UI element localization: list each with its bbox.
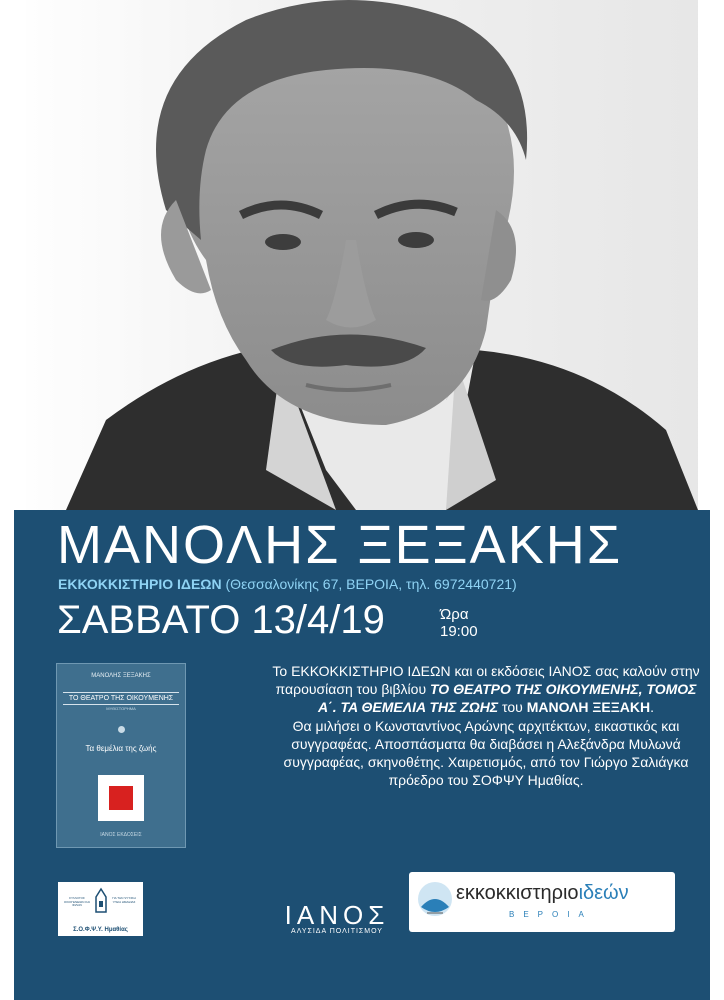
photo-margin-left <box>0 0 26 510</box>
book-cover-author: ΜΑΝΟΛΗΣ ΞΕΞΑΚΗΣ <box>91 673 151 679</box>
sofpsy-text-right: ΓΙΑ ΤΗΝ ΨΥΧΙΚΗ ΥΓΕΙΑ ΗΜΑΘΙΑΣ <box>112 896 136 904</box>
invitation-text <box>271 662 701 789</box>
invitation-period: . <box>650 699 655 716</box>
ianos-name: ΙΑΝΟΣ <box>284 900 390 930</box>
event-info-panel <box>14 510 710 1000</box>
author-name: ΜΑΝΟΛΗ ΞΕΞΑΚΗ <box>526 699 651 716</box>
ekkokkistirio-word-a: εκκοκκιστηριο <box>456 882 579 904</box>
sofpsy-logo <box>58 882 143 936</box>
ekkokkistirio-wordmark <box>456 882 629 905</box>
photo-margin-right <box>698 0 724 510</box>
event-time-block <box>440 606 478 640</box>
author-name-headline: ΜΑΝΟΛΗΣ ΞΕΞΑΚΗΣ <box>57 515 623 575</box>
house-icon <box>95 887 107 913</box>
book-cover-subtitle: Τα θεμέλια της ζωής <box>85 744 157 753</box>
time-label: Ώρα <box>440 606 469 623</box>
sofpsy-text-left: ΣΥΛΛΟΓΟΣ ΟΙΚΟΓΕΝΕΙΩΝ ΚΑΙ ΦΙΛΩΝ <box>63 896 91 907</box>
venue-address: (Θεσσαλονίκης 67, ΒΕΡΟΙΑ, τηλ. 6972440721) <box>225 576 517 592</box>
venue-line <box>58 576 517 592</box>
book-title: ΤΟ ΘΕΑΤΡΟ ΤΗΣ ΟΙΚΟΥΜΕΝΗΣ, ΤΟΜΟΣ Α΄. ΤΑ ΘΕΜΕΛΙΑ ΤΗΣ ΖΩΗΣ <box>317 681 697 716</box>
ekkokkistirio-logo <box>409 872 675 932</box>
book-cover-ornament <box>118 726 125 733</box>
book-cover-series: ΜΥΘΙΣΤΟΡΗΜΑ <box>106 706 136 711</box>
ekkokkistirio-word-b: ιδεών <box>578 882 629 904</box>
book-cover-title: ΤΟ ΘΕΑΤΡΟ ΤΗΣ ΟΙΚΟΥΜΕΝΗΣ <box>63 692 179 705</box>
ianos-tagline: ΑΛΥΣΙΔΑ ΠΟΛΙΤΙΣΜΟΥ <box>291 928 383 935</box>
ekkokkistirio-city: ΒΕΡΟΙΑ <box>509 910 593 919</box>
speakers-text: Θα μιλήσει ο Κωνσταντίνος Αρώνης αρχιτέκτων, εικαστικός και συγγραφέας. Αποσπάσματα θα διαβάσει η Αλεξάνδρα Μυλωνά συγγραφέας, σκηνοθέτης. Χαιρετισμός, από τον Γιώργο Σαλιάγκα πρόεδρο του ΣΟΦΨΥ Ημαθίας. <box>283 717 689 789</box>
invitation-intro: Το ΕΚΚΟΚΚΙΣΤΗΡΙΟ ΙΔΕΩΝ και οι εκδόσεις ΙΑΝΟΣ σας καλούν στην παρουσίαση του βιβλίου <box>272 663 700 698</box>
book-cover-red-square <box>98 775 144 821</box>
globe-icon <box>415 877 455 927</box>
ianos-logo <box>276 902 398 935</box>
event-time: 19:00 <box>440 623 478 640</box>
book-cover-publisher: ΙΑΝΟΣ ΕΚΔΟΣΕΙΣ <box>100 832 142 838</box>
invitation-connector: του <box>498 699 527 716</box>
venue-name: ΕΚΚΟΚΚΙΣΤΗΡΙΟ ΙΔΕΩΝ <box>58 576 222 592</box>
sofpsy-name: Σ.Ο.Φ.Ψ.Υ. Ημαθίας <box>73 927 128 933</box>
author-portrait <box>26 0 698 510</box>
event-date: ΣΑΒΒΑΤΟ 13/4/19 <box>57 598 385 642</box>
book-cover <box>56 663 186 848</box>
